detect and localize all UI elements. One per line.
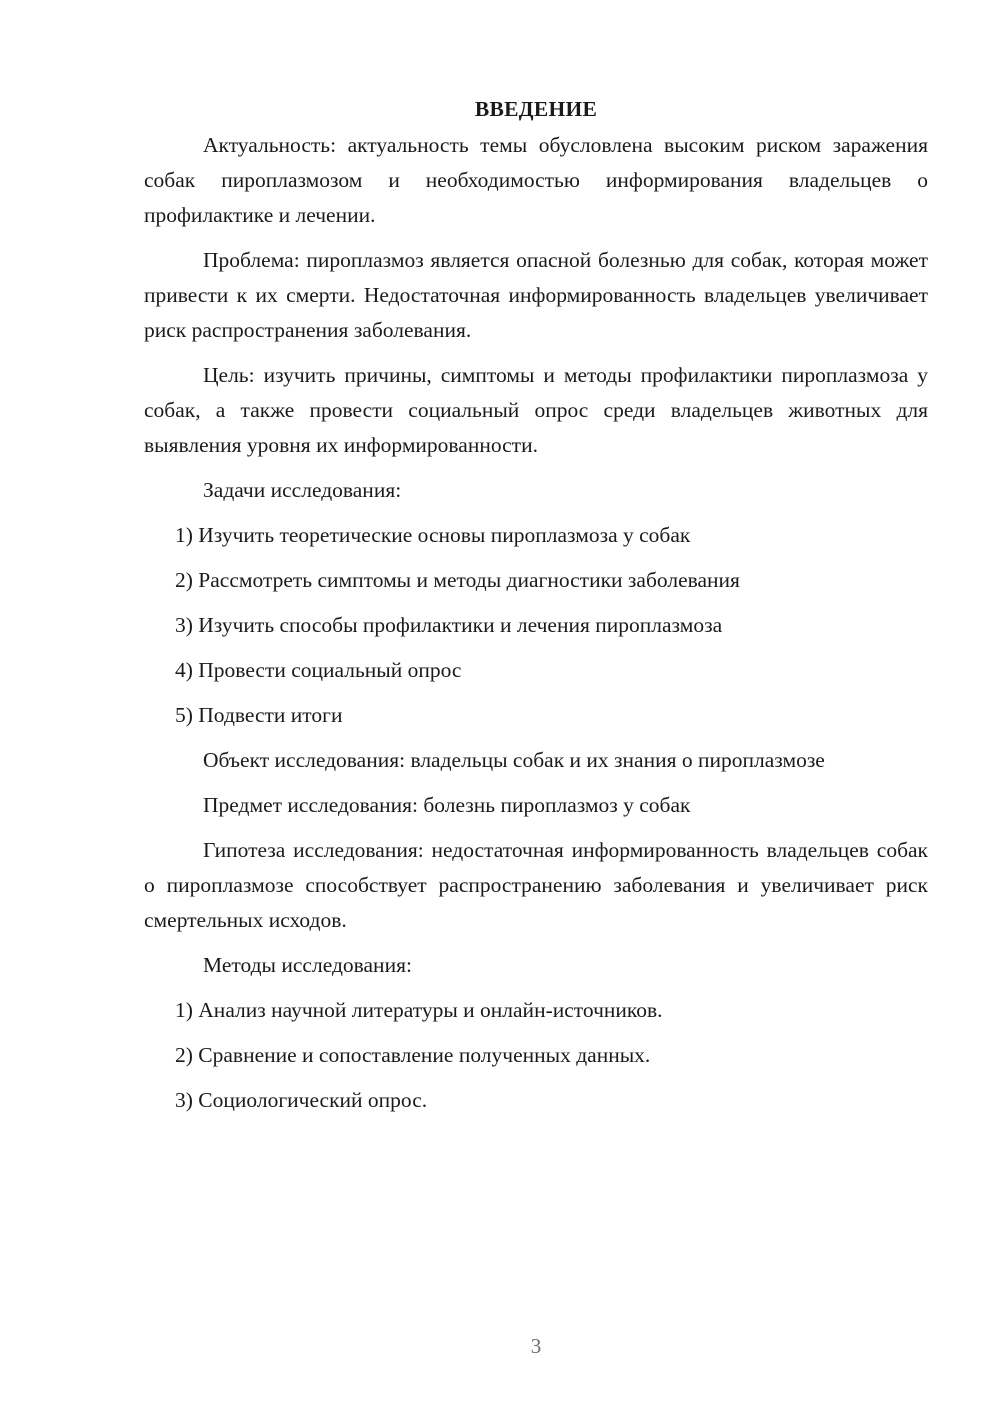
task-item: 1) Изучить теоретические основы пироплазмоза у собак (175, 523, 691, 547)
goal-paragraph: Цель: изучить причины, симптомы и методы профилактики пироплазмоза у собак, а также провести социальный опрос среди владельцев животных для выявления уровня их информированности. (144, 363, 928, 457)
task-item: 3) Изучить способы профилактики и лечения пироплазмоза (175, 613, 723, 637)
section-title: ВВЕДЕНИЕ (474, 97, 598, 121)
task-item: 5) Подвести итоги (175, 703, 343, 727)
task-item: 4) Провести социальный опрос (175, 658, 462, 682)
hypothesis-paragraph: Гипотеза исследования: недостаточная информированность владельцев собак о пироплазмозе способствует распространению заболевания и увеличивает риск смертельных исходов. (144, 838, 928, 932)
methods-list (144, 993, 928, 1118)
problem-paragraph: Проблема: пироплазмоз является опасной болезнью для собак, которая может привести к их смерти. Недостаточная информированность владельцев увеличивает риск распространения заболевания. (144, 248, 928, 342)
method-item: 2) Сравнение и сопоставление полученных данных. (175, 1043, 651, 1067)
methods-heading: Методы исследования: (203, 953, 412, 977)
object-paragraph: Объект исследования: владельцы собак и их знания о пироплазмозе (203, 748, 825, 772)
tasks-heading: Задачи исследования: (203, 478, 402, 502)
page-number: 3 (530, 1334, 542, 1358)
method-item: 3) Социологический опрос. (175, 1088, 428, 1112)
document-page (144, 92, 928, 1128)
tasks-list (144, 518, 928, 733)
task-item: 2) Рассмотреть симптомы и методы диагностики заболевания (175, 568, 740, 592)
method-item: 1) Анализ научной литературы и онлайн-источников. (175, 998, 663, 1022)
relevance-paragraph: Актуальность: актуальность темы обусловлена высоким риском заражения собак пироплазмозом и необходимостью информирования владельцев о профилактике и лечении. (144, 133, 928, 227)
subject-paragraph: Предмет исследования: болезнь пироплазмоз у собак (203, 793, 691, 817)
